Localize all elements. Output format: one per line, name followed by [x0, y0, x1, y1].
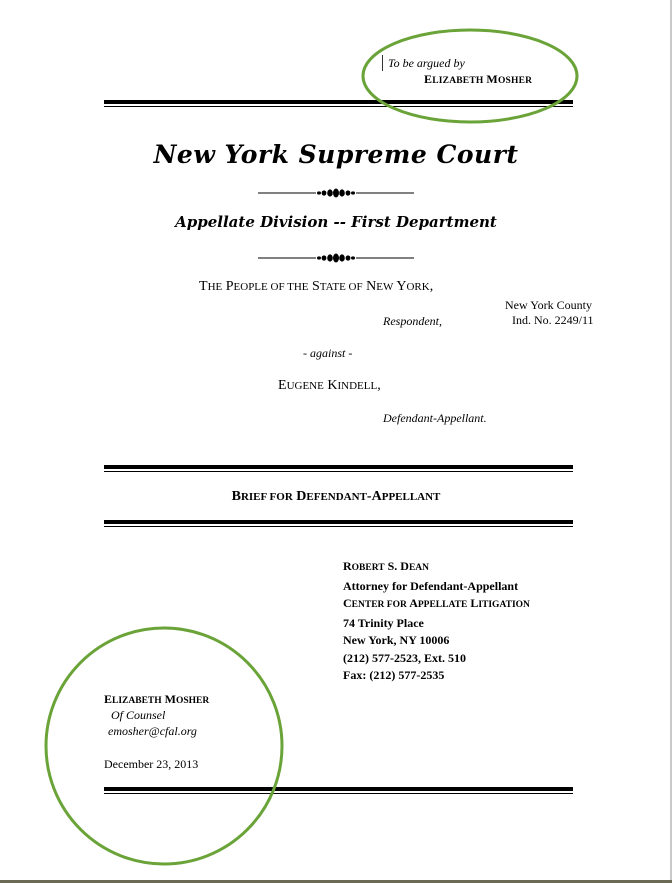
attorney-fax: Fax: (212) 577-2535 — [343, 668, 445, 682]
court-title: New York Supreme Court — [153, 140, 519, 169]
indictment-number: Ind. No. 2249/11 — [512, 313, 594, 327]
defendant-name: EUGENE KINDELL, — [278, 378, 381, 393]
defendant-role: Defendant-Appellant. — [383, 411, 487, 425]
brief-title: BRIEF FOR DEFENDANT-APPELLANT — [231, 489, 441, 504]
attorney-organization: CENTER FOR APPELLATE LITIGATION — [343, 596, 530, 610]
attorney-role: Attorney for Defendant-Appellant — [343, 578, 519, 593]
argued-by-label: To be argued by — [388, 56, 465, 70]
attorney-address-line2: New York, NY 10006 — [343, 633, 450, 647]
against-label: - against - — [303, 346, 353, 360]
counsel-email[interactable]: emosher@cfal.org — [108, 724, 197, 738]
respondent-label: Respondent, — [383, 314, 442, 328]
attorney-name: ROBERT S. DEAN — [343, 559, 430, 573]
document-date: December 23, 2013 — [104, 757, 199, 771]
plaintiff-name: THE PEOPLE OF THE STATE OF NEW YORK, — [199, 279, 434, 294]
annotation-ellipse-top — [363, 30, 577, 122]
annotation-ellipse-bottom — [46, 628, 282, 864]
counsel-role: Of Counsel — [111, 708, 166, 722]
attorney-phone: (212) 577-2523, Ext. 510 — [343, 650, 466, 665]
attorney-address-line1: 74 Trinity Place — [343, 615, 424, 630]
court-division: Appellate Division -- First Department — [175, 213, 497, 231]
counsel-name: ELIZABETH MOSHER — [104, 692, 210, 706]
argued-by-name: ELIZABETH MOSHER — [424, 72, 533, 86]
county-label: New York County — [505, 298, 593, 312]
